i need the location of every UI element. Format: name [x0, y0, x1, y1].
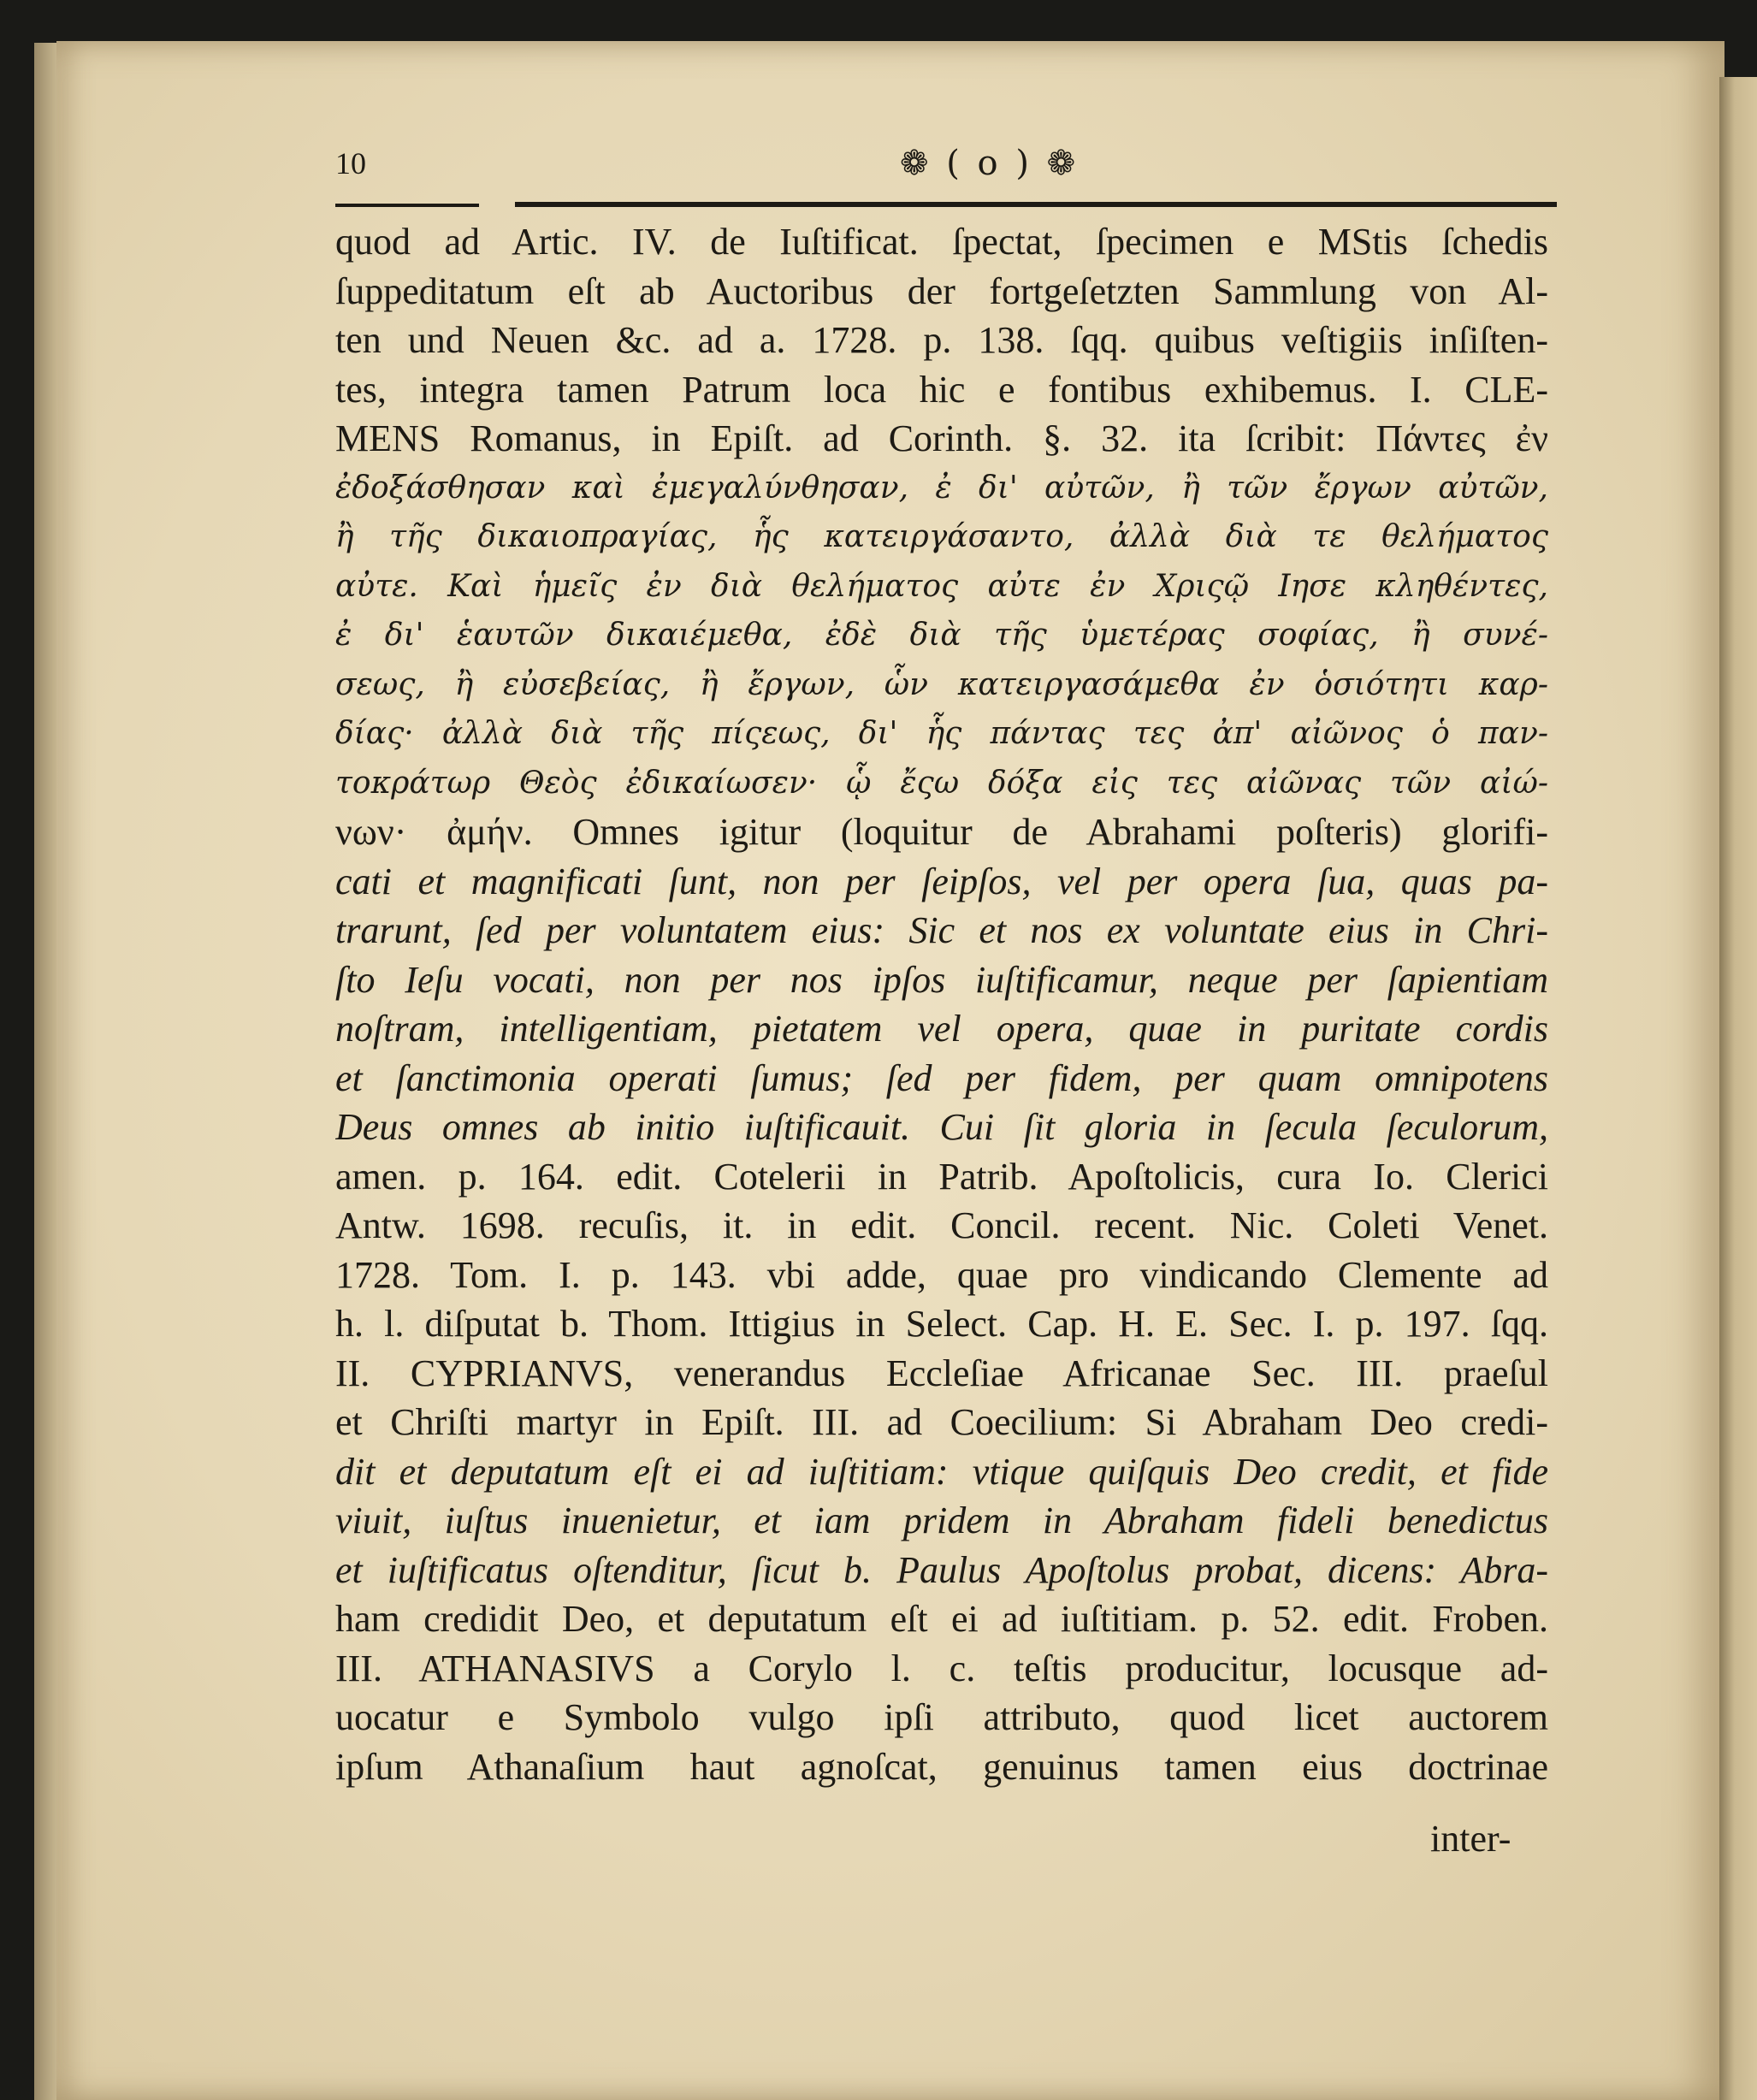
- catchword: inter-: [1430, 1818, 1511, 1860]
- text-line: Antw. 1698. recuſis, it. in edit. Concil. recent. Nic. Coleti Venet.: [335, 1204, 1548, 1246]
- text-line: 1728. Tom. I. p. 143. vbi adde, quae pro vindicando Clemente ad: [335, 1253, 1548, 1296]
- italic-text-line: et iuſtificatus oſtenditur, ſicut b. Paulus Apoſtolus probat, dicens: Abra-: [335, 1548, 1548, 1591]
- body-text: [335, 217, 1548, 1791]
- italic-text-line: dit et deputatum eſt ei ad iuſtitiam: vtique quiſquis Deo credit, et fide: [335, 1450, 1548, 1493]
- text-line: MENS Romanus, in Epiſt. ad Corinth. §. 32. ita ſcribit: Πάντες ἐν: [335, 417, 1548, 459]
- text-line: tes, integra tamen Patrum loca hic e fontibus exhibemus. I. CLE-: [335, 368, 1548, 411]
- greek-text-line: ἢ τῆς δικαιοπραγίας, ἧς κατειργάσαντο, ἀλλὰ διὰ τε θελήματος: [335, 519, 1548, 554]
- header-rule-left: [335, 204, 479, 207]
- text-line: ipſum Athanaſium haut agnoſcat, genuinus tamen eius doctrinae: [335, 1745, 1548, 1788]
- italic-text-line: et ſanctimonia operati ſumus; ſed per fidem, per quam omnipotens: [335, 1056, 1548, 1099]
- italic-text-line: viuit, iuſtus inuenietur, et iam pridem in Abraham fideli benedictus: [335, 1500, 1548, 1541]
- greek-text-line: ἐ δι' ἑαυτῶν δικαιέμεθα, ἐδὲ διὰ τῆς ὑμετέρας σοφίας, ἢ συνέ-: [335, 618, 1548, 653]
- text-line: ſuppeditatum eſt ab Auctoribus der fortgeſetzten Sammlung von Al-: [335, 269, 1548, 312]
- greek-text-line: σεως, ἢ εὐσεβείας, ἢ ἔργων, ὧν κατειργασάμεθα ἐν ὁσιότητι καρ-: [335, 666, 1548, 702]
- header-rule-right: [515, 202, 1557, 207]
- text-line: amen. p. 164. edit. Cotelerii in Patrib. Apoſtolicis, cura Io. Clerici: [335, 1155, 1548, 1198]
- greek-text-line: αὐτε. Καὶ ἡμεῖς ἐν διὰ θελήματος αὐτε ἐν Χριςῷ Ιησε κληθέντες,: [335, 568, 1548, 604]
- greek-text-line: δίας· ἀλλὰ διὰ τῆς πίςεως, δι' ἧς πάντας τες ἀπ' αἰῶνος ὁ παν-: [335, 716, 1548, 751]
- text-line: II. CYPRIANVS, venerandus Eccleſiae Africanae Sec. III. praeſul: [335, 1352, 1548, 1394]
- italic-text-line: cati et magnificati ſunt, non per ſeipſos, vel per opera ſua, quas pa-: [335, 860, 1548, 902]
- italic-text-line: ſto Ieſu vocati, non per nos ipſos iuſtificamur, neque per ſapientiam: [335, 958, 1548, 1001]
- page-number: 10: [335, 146, 366, 180]
- text-line: et Chriſti martyr in Epiſt. III. ad Coecilium: Si Abraham Deo credi-: [335, 1401, 1548, 1443]
- text-line: uocatur e Symbolo vulgo ipſi attributo, quod licet auctorem: [335, 1696, 1548, 1738]
- italic-text-line: noſtram, intelligentiam, pietatem vel opera, quae in puritate cordis: [335, 1008, 1548, 1050]
- next-page-edge: [1719, 77, 1757, 2100]
- text-line: III. ATHANASIVS a Corylo l. c. teſtis producitur, locusque ad-: [335, 1647, 1548, 1689]
- italic-text-line: Deus omnes ab initio iuſtificauit. Cui ſit gloria in ſecula ſeculorum,: [335, 1106, 1548, 1148]
- text-line: ten und Neuen &c. ad a. 1728. p. 138. ſqq. quibus veſtigiis inſiſten-: [335, 319, 1548, 361]
- text-line: νων· ἀμήν. Omnes igitur (loquitur de Abrahami poſteris) glorifi-: [335, 811, 1548, 853]
- running-head-ornament: ❁ ( o ) ❁: [900, 144, 1080, 183]
- greek-text-line: ἐδοξάσθησαν καὶ ἐμεγαλύνθησαν, ἐ δι' αὐτῶν, ἢ τῶν ἔργων αὐτῶν,: [335, 470, 1548, 506]
- greek-text-line: τοκράτωρ Θεὸς ἐδικαίωσεν· ᾧ ἔςω δόξα εἰς τες αἰῶνας τῶν αἰώ-: [335, 765, 1548, 801]
- page-header: [335, 144, 1553, 195]
- text-line: h. l. diſputat b. Thom. Ittigius in Select. Cap. H. E. Sec. I. p. 197. ſqq.: [335, 1303, 1548, 1345]
- italic-text-line: trarunt, ſed per voluntatem eius: Sic et nos ex voluntate eius in Chri-: [335, 909, 1548, 951]
- text-line: quod ad Artic. IV. de Iuſtificat. ſpectat, ſpecimen e MStis ſchedis: [335, 221, 1548, 263]
- text-line: ham credidit Deo, et deputatum eſt ei ad iuſtitiam. p. 52. edit. Froben.: [335, 1598, 1548, 1640]
